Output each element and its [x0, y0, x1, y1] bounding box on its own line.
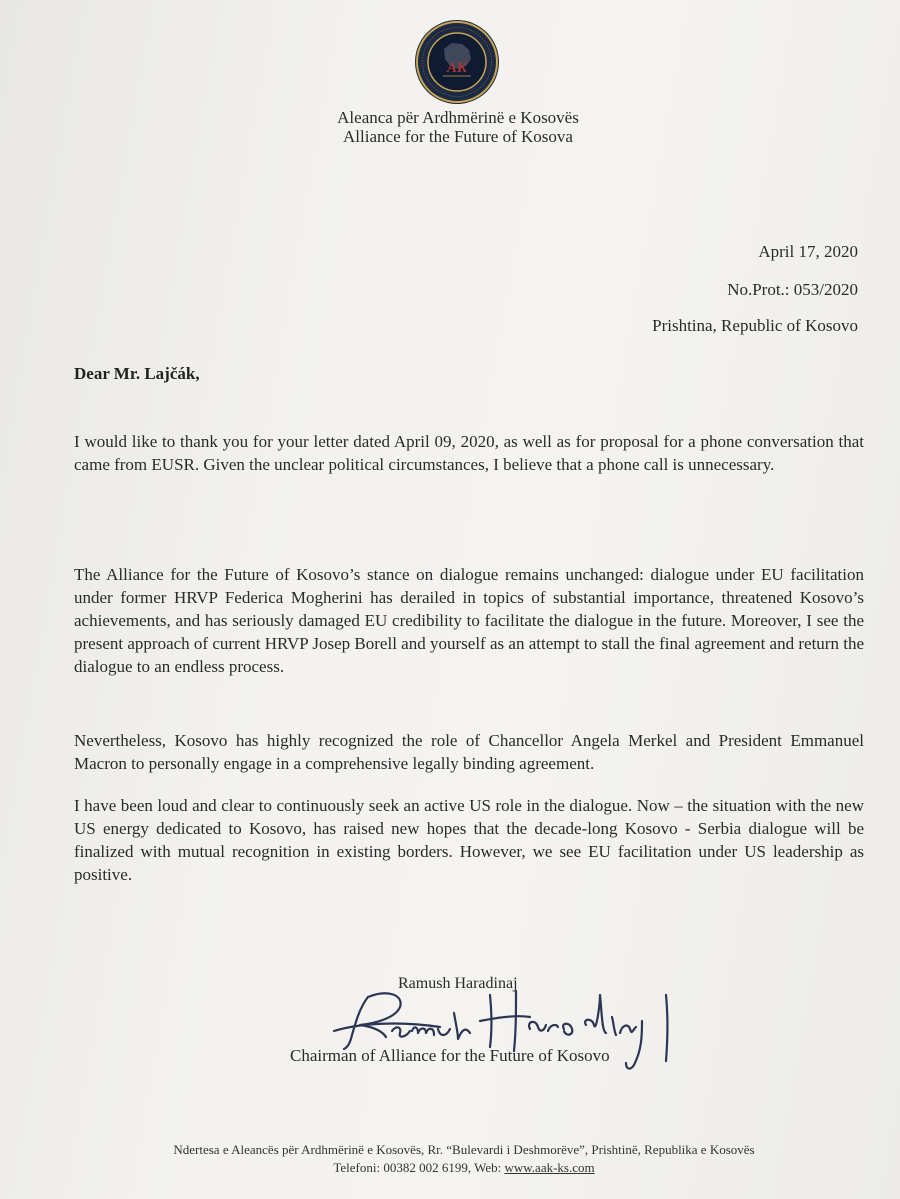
footer-phone: Telefoni: 00382 002 6199, Web: [333, 1160, 505, 1175]
footer-address: Ndertesa e Aleancës për Ardhmërinë e Kosovës, Rr. “Bulevardi i Deshmorëve”, Prishtinë, Republika e Kosovës [173, 1142, 755, 1157]
paragraph-thanks: I would like to thank you for your letter dated April 09, 2020, as well as for proposal for a phone conversation that came from EUSR. Given the unclear political circumstances, I believe that a phone call is unnecessary. [74, 432, 864, 474]
signer-title: Chairman of Alliance for the Future of Kosovo [290, 1046, 610, 1065]
paragraph-stance: The Alliance for the Future of Kosovo’s stance on dialogue remains unchanged: dialogue under EU facilitation under former HRVP Federica Mogherini has derailed in topics of substantial importance, threatened Kosovo’s achievements, and has seriously damaged EU credibility to facilitate the dialogue in the future. Moreover, I see the present approach of current HRVP Josep Borell and yourself as an attempt to stall the final agreement and return the dialogue to an endless process. [74, 565, 864, 676]
org-name-english: Alliance for the Future of Kosova [343, 127, 573, 146]
paragraph-recognition: Nevertheless, Kosovo has highly recognized the role of Chancellor Angela Merkel and President Emmanuel Macron to personally engage in a comprehensive legally binding agreement. [74, 731, 864, 773]
footer-website-link[interactable]: www.aak-ks.com [504, 1160, 595, 1175]
salutation: Dear Mr. Lajčák, [74, 364, 200, 383]
footer-contact [14, 1160, 900, 1176]
svg-text:AK: AK [446, 60, 468, 76]
protocol-number: No.Prot.: 053/2020 [727, 280, 858, 299]
org-name-albanian: Aleanca për Ardhmërinë e Kosovës [337, 108, 579, 127]
paragraph-us-role: I have been loud and clear to continuously seek an active US role in the dialogue. Now – the situation with the new US energy dedicated to Kosovo, has raised new hopes that the decade-long Kosovo - Serbia dialogue will be finalized with mutual recognition in existing borders. However, we see EU facilitation under US leadership as positive. [74, 796, 864, 884]
party-logo-seal [414, 19, 500, 105]
letter-date: April 17, 2020 [758, 242, 858, 261]
signer-name: Ramush Haradinaj [398, 975, 518, 992]
letter-place: Prishtina, Republic of Kosovo [652, 316, 858, 335]
